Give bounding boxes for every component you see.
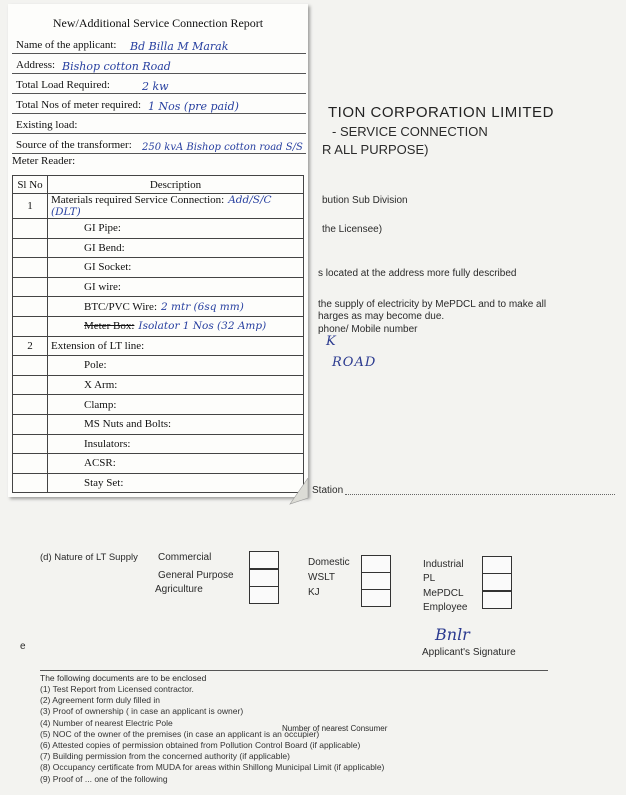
nature-of-supply-label: (d) Nature of LT Supply [40,552,138,563]
commercial-checkbox[interactable] [249,551,279,569]
row-sl-no [13,258,48,278]
row-description-cell [48,219,304,239]
phone-line: phone/ Mobile number [318,324,418,335]
table-header-row [13,176,304,194]
domestic-label: Domestic [308,557,350,568]
field-label: Existing load: [16,119,78,131]
total-load-field [12,74,306,94]
address-field [12,54,306,74]
table-row [13,395,304,415]
margin-letter-e: e [20,641,26,652]
document-item: (6) Attested copies of permission obtained from Pollution Control Board (if applicable) [40,740,361,751]
row-sl-no [13,473,48,493]
mepdcl-label: MePDCL [423,588,464,599]
slip-title: New/Additional Service Connection Report [52,16,264,30]
agriculture-label: Agriculture [155,584,203,595]
table-row [13,219,304,239]
document-item: (9) Proof of ... one of the following [40,773,168,784]
row-handwritten-value: Add/S/C (DLT) [51,194,272,218]
handwritten-k: K [326,334,336,349]
row-sl-no [13,297,48,317]
row-description-cell [48,375,304,395]
corporation-title: TION CORPORATION LIMITED [328,104,554,121]
row-description-cell [48,194,304,219]
section-divider [40,670,548,671]
document-item: (7) Building permission from the concerned authority (if applicable) [40,751,290,762]
row-sl-no [13,219,48,239]
existing-load-field [12,114,306,134]
row-sl-no [13,277,48,297]
row-description: BTC/PVC Wire: [84,300,157,313]
meter-count-field [12,94,306,114]
row-description-cell [48,238,304,258]
field-label: Source of the transformer: [16,139,132,151]
industrial-checkbox[interactable] [482,556,512,574]
field-label: Name of the applicant: [16,39,117,51]
row-description-cell [48,434,304,454]
row-handwritten-value: Isolator 1 Nos (32 Amp) [138,320,267,333]
agriculture-checkbox[interactable] [249,586,279,604]
address-line: s located at the address more fully described [318,268,517,279]
table-row [13,297,304,317]
row-description: GI Socket: [84,261,132,274]
field-value: 250 kvA Bishop cotton road S/S [142,142,303,153]
industrial-label: Industrial [423,559,464,570]
row-sl-no: 2 [13,336,48,356]
field-label: Total Nos of meter required: [16,99,142,111]
row-description: GI Bend: [84,241,125,254]
row-sl-no [13,238,48,258]
station-dotted-line [345,494,615,495]
wslt-label: WSLT [308,572,336,583]
documents-intro: The following documents are to be enclosed [40,673,207,683]
table-row [13,258,304,278]
documents-list [40,684,384,785]
row-sl-no [13,434,48,454]
pl-label: PL [423,573,436,584]
field-value: 2 kw [142,80,169,93]
station-label: Station [312,485,344,496]
row-description-cell [48,473,304,493]
row-description-cell [48,414,304,434]
field-label: Total Load Required: [16,79,110,91]
row-description-cell [48,356,304,376]
kj-checkbox[interactable] [361,589,391,607]
folded-corner [280,478,310,506]
materials-table [12,175,304,493]
row-sl-no [13,414,48,434]
document-item: (5) NOC of the owner of the premises (in case an applicant is an occupier) [40,728,320,739]
row-sl-no [13,454,48,474]
table-row [13,473,304,493]
all-purpose-title: R ALL PURPOSE) [322,142,429,157]
row-description-cell [48,258,304,278]
service-connection-report-slip [8,4,308,497]
kj-label: KJ [308,587,320,598]
domestic-checkbox[interactable] [361,555,391,573]
row-description-cell [48,395,304,415]
field-value: 1 Nos (pre paid) [148,100,239,113]
row-sl-no [13,375,48,395]
mepdcl-checkbox[interactable] [482,591,512,609]
general-purpose-checkbox[interactable] [249,569,279,587]
row-description: Pole: [84,359,107,372]
row-description: Clamp: [84,398,117,411]
row-description: Extension of LT line: [51,339,145,352]
row-handwritten-value: 2 mtr (6sq mm) [161,300,244,313]
table-row [13,336,304,356]
charges-line: harges as may become due. [318,311,445,322]
table-row [13,277,304,297]
table-row [13,356,304,376]
meter-reader-label: Meter Reader: [12,155,76,167]
table-row [13,414,304,434]
table-row [13,375,304,395]
licensee-line: the Licensee) [322,224,383,235]
document-item: (2) Agreement form duly filled in [40,695,160,706]
row-description: GI Pipe: [84,222,121,235]
supply-line: the supply of electricity by MePDCL and to make all [318,299,547,310]
row-description-cell [48,277,304,297]
row-description-cell [48,454,304,474]
sl-no-header: Sl No [13,176,48,194]
transformer-source-field [12,134,306,154]
nearest-consumer-label: Number of nearest Consumer [282,724,388,733]
employee-label: Employee [423,602,468,613]
row-description-cell [48,297,304,317]
row-description: X Arm: [84,379,118,392]
table-row [13,316,304,336]
applicant-name-field [12,34,306,54]
general-purpose-label: General Purpose [158,570,234,581]
row-sl-no [13,395,48,415]
row-description-cell [48,336,304,356]
commercial-label: Commercial [158,552,212,563]
field-label: Address: [16,59,56,71]
row-description: Materials required Service Connection: [51,194,225,206]
row-description: Insulators: [84,437,131,450]
row-description: ACSR: [84,457,116,470]
sub-division-line: bution Sub Division [322,195,408,206]
document-item: (3) Proof of ownership ( in case an applicant is owner) [40,706,244,717]
row-sl-no [13,316,48,336]
table-row [13,434,304,454]
row-sl-no: 1 [13,194,48,219]
applicant-signature-label: Applicant's Signature [422,647,516,658]
applicant-signature-scribble: Bnlr [435,625,470,644]
handwritten-road: ROAD [332,355,377,370]
description-header: Description [48,176,304,194]
table-row [13,238,304,258]
field-value: Bd Billa M Marak [130,40,229,53]
row-sl-no [13,356,48,376]
row-description: GI wire: [84,281,121,294]
table-row [13,194,304,219]
row-description-cell [48,316,304,336]
row-description: Meter Box: [84,320,135,333]
row-description: MS Nuts and Bolts: [84,418,172,431]
wslt-checkbox[interactable] [361,572,391,590]
pl-checkbox[interactable] [482,573,512,591]
service-connection-title: - SERVICE CONNECTION [332,124,488,139]
document-item: (8) Occupancy certificate from MUDA for areas within Shillong Municipal Limit (if applicable) [40,762,385,773]
field-value: Bishop cotton Road [62,60,171,73]
document-item: (1) Test Report from Licensed contractor. [40,684,194,694]
table-row [13,454,304,474]
row-description: Stay Set: [84,477,124,490]
document-item: (4) Number of nearest Electric Pole [40,717,173,728]
